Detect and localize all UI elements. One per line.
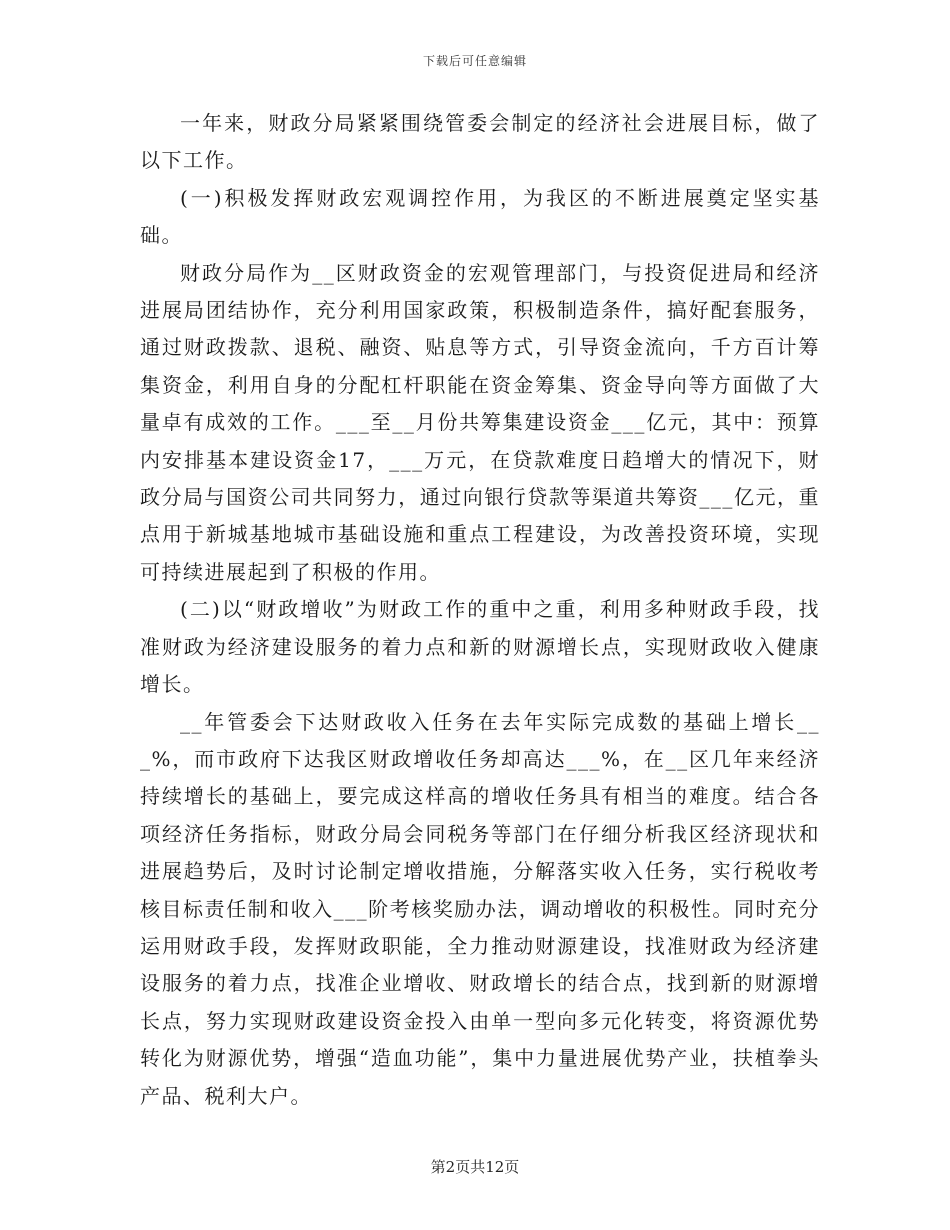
paragraph-section-2-heading: (二)以“财政增收”为财政工作的重中之重，利用多种财政手段，找准财政为经济建设服务的着力点和新的财源增长点，实现财政收入健康增长。 [140, 597, 820, 697]
paragraph-section-2-body: __年管委会下达财政收入任务在去年实际完成数的基础上增长___%，而市政府下达我区财政增收任务却高达___%，在__区几年来经济持续增长的基础上，要完成这样高的增收任务具有相当的难度。结合各项经济任务指标，财政分局会同税务等部门在仔细分析我区经济现状和进展趋势后，及时讨论制定增收措施，分解落实收入任务，实行税收考核目标责任制和收入___阶考核奖励办法，调动增收的积极性。同时充分运用财政手段，发挥财政职能，全力推动财源建设，找准财政为经济建设服务的着力点，找准企业增收、财政增长的结合点，找到新的财源增长点，努力实现财政建设资金投入由单一型向多元化转变，将资源优势转化为财源优势，增强“造血功能”，集中力量进展优势产业，扶植拳头产品、税利大户。 [140, 709, 820, 1108]
paragraph-intro: 一年来，财政分局紧紧围绕管委会制定的经济社会进展目标，做了以下工作。 [140, 111, 820, 173]
page-header-note: 下载后可任意编辑 [422, 54, 527, 68]
document-body [140, 105, 820, 1115]
paragraph-section-1-body: 财政分局作为__区财政资金的宏观管理部门，与投资促进局和经济进展局团结协作，充分利用国家政策，积极制造条件，搞好配套服务，通过财政拨款、退税、融资、贴息等方式，引导资金流向，千方百计筹集资金，利用自身的分配杠杆职能在资金筹集、资金导向等方面做了大量卓有成效的工作。___至__月份共筹集建设资金___亿元，其中：预算内安排基本建设资金17，___万元，在贷款难度日趋增大的情况下，财政分局与国资公司共同努力，通过向银行贷款等渠道共筹资___亿元，重点用于新城基地城市基础设施和重点工程建设，为改善投资环境，实现可持续进展起到了积极的作用。 [140, 260, 820, 584]
paragraph-section-1-heading: (一)积极发挥财政宏观调控作用，为我区的不断进展奠定坚实基础。 [140, 185, 820, 248]
page-number: 第2页共12页 [430, 1158, 520, 1176]
